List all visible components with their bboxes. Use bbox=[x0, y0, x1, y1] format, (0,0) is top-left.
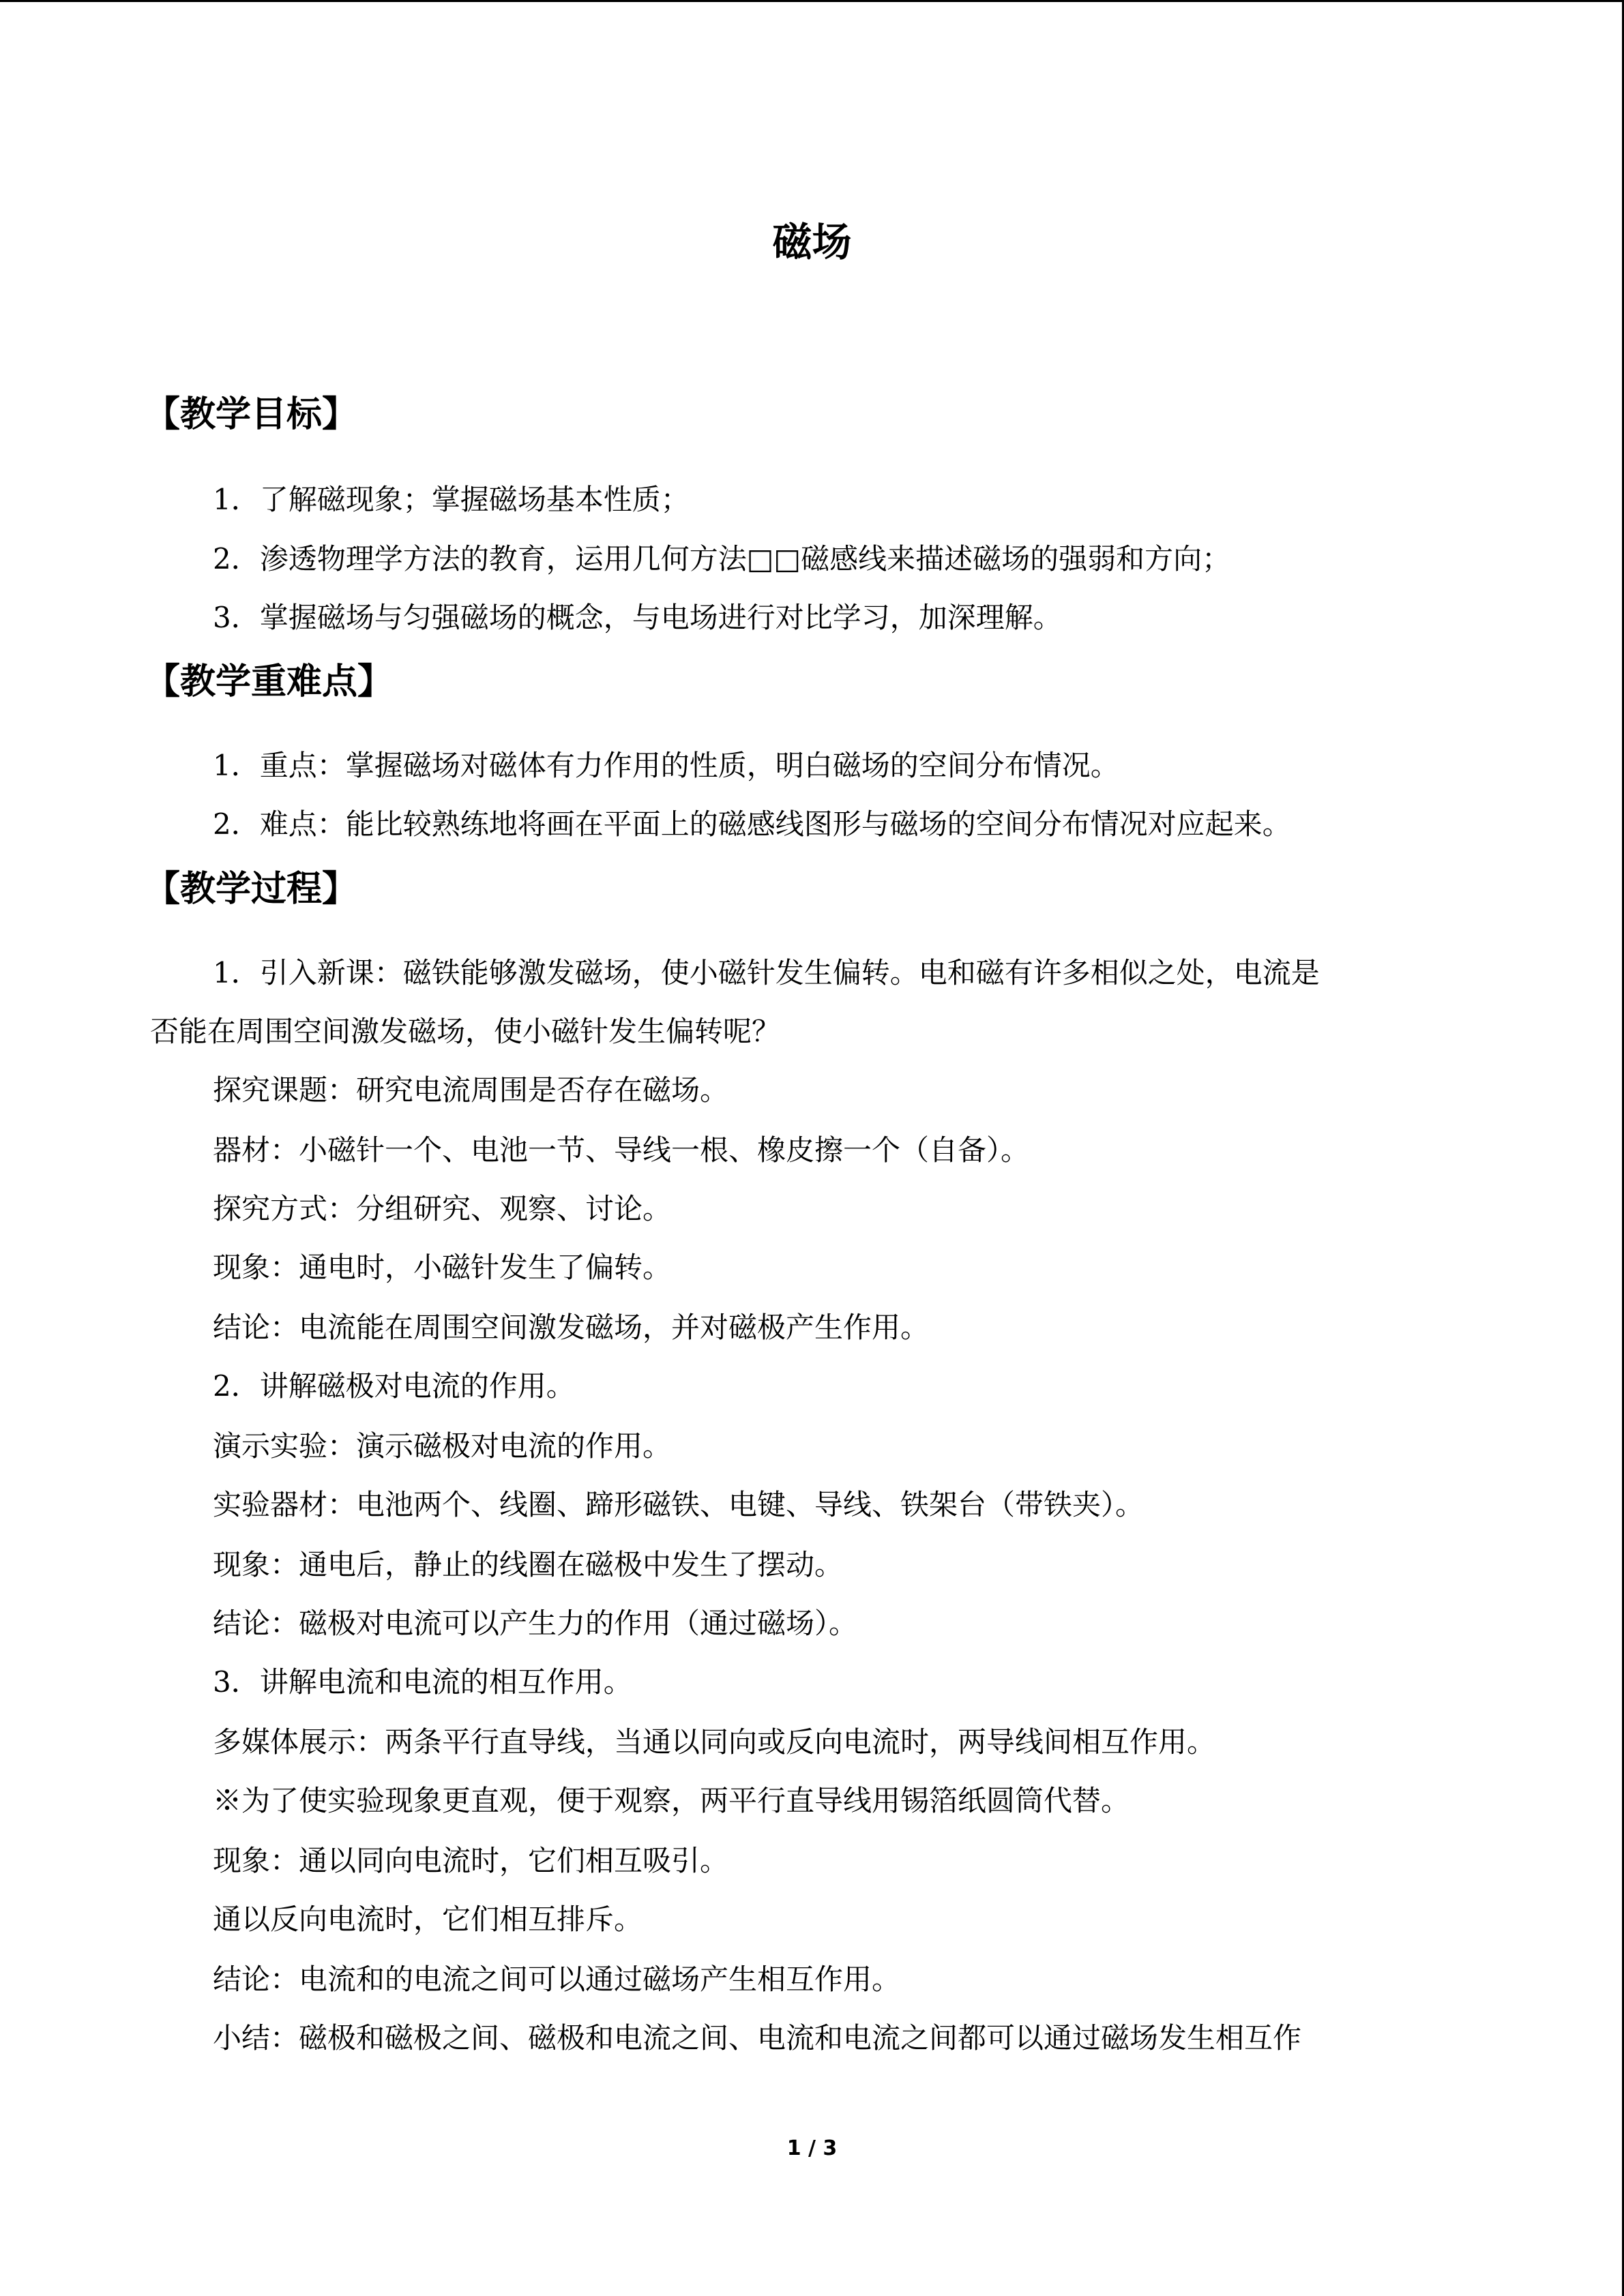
process-line: 现象：通电后，静止的线圈在磁极中发生了摆动。 bbox=[213, 1548, 844, 1581]
process-line: 多媒体展示：两条平行直导线，当通以同向或反向电流时，两导线间相互作用。 bbox=[213, 1725, 1216, 1759]
process-line: 探究课题：研究电流周围是否存在磁场。 bbox=[213, 1073, 729, 1107]
process-line: 器材：小磁针一个、电池一节、导线一根、橡皮擦一个（自备）。 bbox=[213, 1133, 1030, 1167]
document-title: 磁场 bbox=[772, 219, 852, 265]
section-heading-process: 【教学过程】 bbox=[145, 869, 358, 910]
section-heading-key-points: 【教学重难点】 bbox=[145, 661, 394, 702]
objective-item: 3．掌握磁场与匀强磁场的概念，与电场进行对比学习，加深理解。 bbox=[213, 601, 1062, 634]
process-line: 实验器材：电池两个、线圈、蹄形磁铁、电键、导线、铁架台（带铁夹）。 bbox=[213, 1488, 1145, 1521]
process-line: 2．讲解磁极对电流的作用。 bbox=[213, 1369, 575, 1403]
key-point-item: 2．难点：能比较熟练地将画在平面上的磁感线图形与磁场的空间分布情况对应起来。 bbox=[213, 807, 1291, 841]
process-line: 结论：电流能在周围空间激发磁场，并对磁极产生作用。 bbox=[213, 1311, 930, 1344]
section-heading-objectives: 【教学目标】 bbox=[145, 394, 358, 435]
process-line: 小结：磁极和磁极之间、磁极和电流之间、电流和电流之间都可以通过磁场发生相互作 bbox=[213, 2021, 1302, 2055]
process-line: 1．引入新课：磁铁能够激发磁场，使小磁针发生偏转。电和磁有许多相似之处，电流是 bbox=[213, 956, 1320, 989]
process-line: 现象：通以同向电流时，它们相互吸引。 bbox=[213, 1844, 729, 1877]
process-line: 演示实验：演示磁极对电流的作用。 bbox=[213, 1429, 672, 1463]
process-line: 结论：磁极对电流可以产生力的作用（通过磁场）。 bbox=[213, 1607, 858, 1640]
objective-item: 1．了解磁现象；掌握磁场基本性质； bbox=[213, 483, 690, 516]
process-line: 结论：电流和的电流之间可以通过磁场产生相互作用。 bbox=[213, 1963, 901, 1996]
process-line: ※为了使实验现象更直观，便于观察，两平行直导线用锡箔纸圆筒代替。 bbox=[213, 1784, 1130, 1817]
objective-item: 2．渗透物理学方法的教育，运用几何方法□□磁感线来描述磁场的强弱和方向； bbox=[213, 542, 1231, 576]
process-line: 否能在周围空间激发磁场，使小磁针发生偏转呢？ bbox=[150, 1015, 781, 1048]
page-number: 1 / 3 bbox=[786, 2136, 838, 2160]
process-line: 探究方式：分组研究、观察、讨论。 bbox=[213, 1192, 672, 1225]
process-line: 3．讲解电流和电流的相互作用。 bbox=[213, 1665, 632, 1699]
process-line: 现象：通电时，小磁针发生了偏转。 bbox=[213, 1251, 672, 1284]
process-line: 通以反向电流时，它们相互排斥。 bbox=[213, 1903, 643, 1936]
key-point-item: 1．重点：掌握磁场对磁体有力作用的性质，明白磁场的空间分布情况。 bbox=[213, 749, 1119, 782]
